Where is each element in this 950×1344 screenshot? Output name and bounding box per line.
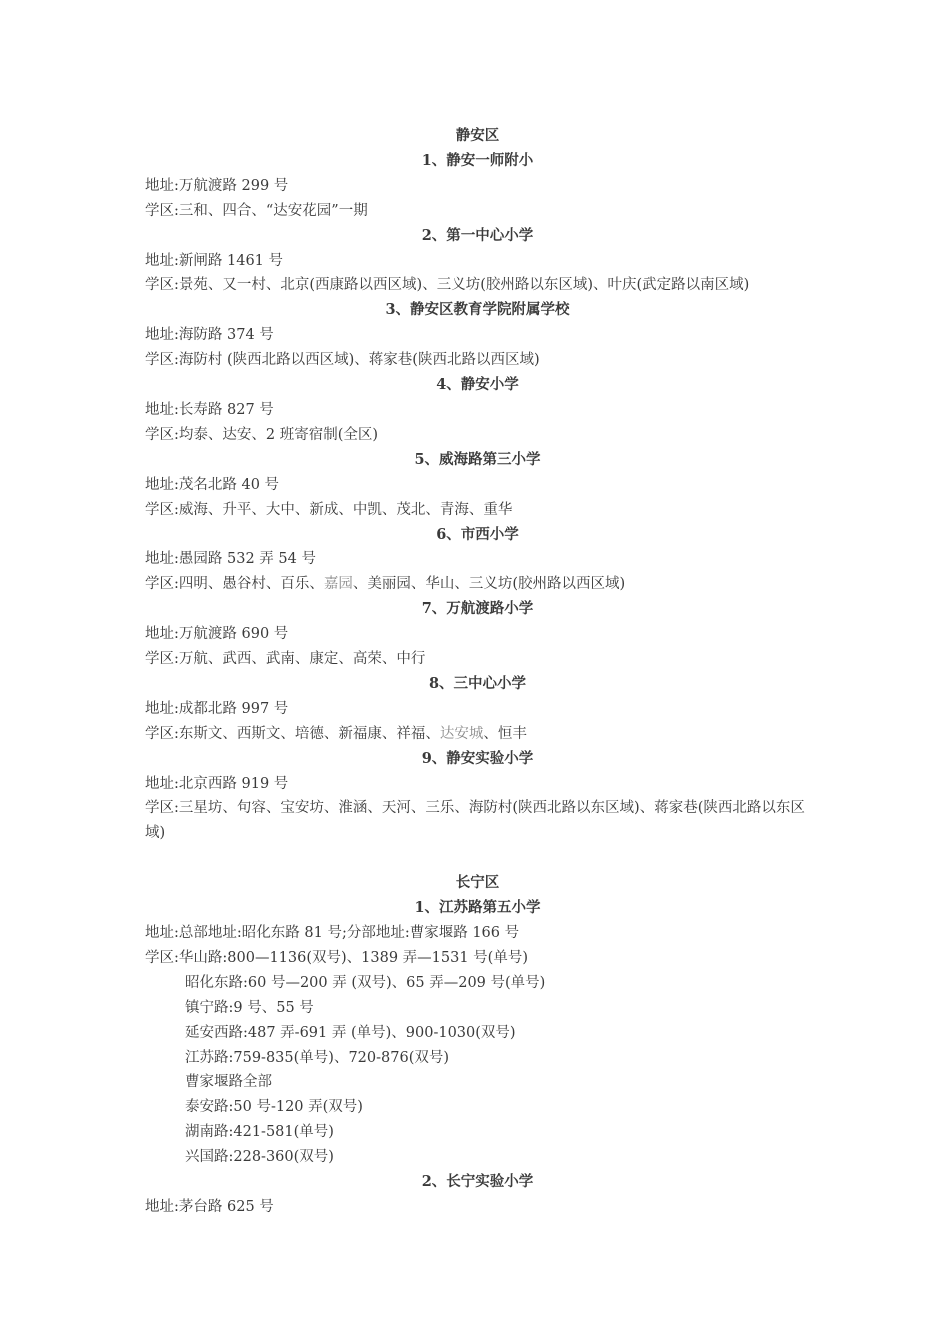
zone-text-faint: 嘉园 [323, 576, 353, 593]
school-address: 地址:新闸路 1461 号 [145, 252, 284, 269]
zone-text: 、恒丰 [483, 725, 527, 742]
school-address: 地址:成都北路 997 号 [145, 700, 289, 717]
zone-street-line: 兴国路:228-360(双号) [185, 1149, 334, 1166]
zone-street-line: 镇宁路:9 号、55 号 [185, 999, 314, 1016]
school-entry [145, 896, 810, 1170]
school-address: 地址:长寿路 827 号 [145, 401, 274, 418]
zone-street-line: 延安西路:487 弄-691 弄 (单号)、900-1030(双号) [185, 1024, 516, 1041]
school-name: 7、万航渡路小学 [421, 600, 534, 618]
school-name: 2、长宁实验小学 [421, 1173, 534, 1191]
school-address: 地址:愚园路 532 弄 54 号 [145, 551, 316, 568]
school-address: 地址:万航渡路 299 号 [145, 177, 289, 194]
school-address: 地址:海防路 374 号 [145, 327, 274, 344]
zone-text: 学区:东斯文、西斯文、培德、新福康、祥福、 [145, 725, 440, 742]
school-name: 6、市西小学 [436, 525, 519, 543]
school-name: 1、江苏路第五小学 [414, 899, 541, 917]
school-entry [145, 747, 810, 847]
zone-street-line: 曹家堰路全部 [185, 1074, 272, 1091]
school-entry [145, 448, 810, 523]
district-title: 长宁区 [455, 874, 500, 892]
school-address: 地址:茅台路 625 号 [145, 1198, 274, 1215]
school-entry [145, 224, 810, 299]
school-name: 4、静安小学 [436, 376, 519, 394]
school-zone [145, 572, 810, 597]
school-name: 1、静安一师附小 [421, 151, 534, 169]
school-address: 地址:北京西路 919 号 [145, 775, 289, 792]
school-entry [145, 1170, 810, 1220]
school-entry [145, 672, 810, 747]
school-zone: 学区:景苑、又一村、北京(西康路以西区域)、三义坊(胶州路以东区域)、叶庆(武定路以南区域) [145, 277, 750, 294]
school-entry [145, 597, 810, 672]
zone-street-line: 江苏路:759-835(单号)、720-876(双号) [185, 1049, 450, 1066]
school-entry [145, 373, 810, 448]
school-name: 8、三中心小学 [428, 674, 527, 692]
school-zone [145, 722, 810, 747]
school-entry [145, 149, 810, 224]
zone-street-line: 昭化东路:60 号—200 弄 (双号)、65 弄—209 号(单号) [185, 974, 546, 991]
school-address: 地址:总部地址:昭化东路 81 号;分部地址:曹家堰路 166 号 [145, 924, 520, 941]
school-entry [145, 523, 810, 598]
school-entry [145, 298, 810, 373]
district-title: 静安区 [455, 127, 500, 144]
zone-street-line: 泰安路:50 号-120 弄(双号) [185, 1099, 363, 1116]
zone-text-faint: 达安城 [439, 725, 484, 742]
school-address: 地址:万航渡路 690 号 [145, 626, 289, 643]
school-zone: 学区:海防村 (陕西北路以西区域)、蒋家巷(陕西北路以西区域) [145, 352, 540, 369]
zone-street-line: 湖南路:421-581(单号) [185, 1124, 334, 1141]
school-zone: 学区:三星坊、句容、宝安坊、淮涵、天河、三乐、海防村(陕西北路以东区域)、蒋家巷(陕西北路以东区域) [145, 800, 805, 842]
school-name: 9、静安实验小学 [421, 749, 534, 767]
school-address: 地址:茂名北路 40 号 [145, 476, 280, 493]
school-zone: 学区:万航、武西、武南、康定、高荣、中行 [145, 651, 426, 668]
zone-text: 学区:四明、愚谷村、百乐、 [145, 576, 324, 593]
zone-text: 、美丽园、华山、三义坊(胶州路以西区域) [352, 576, 626, 593]
school-name: 3、静安区教育学院附属学校 [385, 301, 570, 319]
school-zone: 学区:均泰、达安、2 班寄宿制(全区) [145, 426, 379, 443]
document-body [145, 124, 810, 1220]
school-zone: 学区:华山路:800—1136(双号)、1389 弄—1531 号(单号) [145, 949, 528, 966]
school-zone: 学区:三和、四合、“达安花园”一期 [145, 202, 368, 219]
school-name: 5、威海路第三小学 [414, 450, 541, 468]
school-zone: 学区:威海、升平、大中、新成、中凯、茂北、青海、重华 [145, 501, 513, 518]
school-name: 2、第一中心小学 [421, 226, 534, 244]
